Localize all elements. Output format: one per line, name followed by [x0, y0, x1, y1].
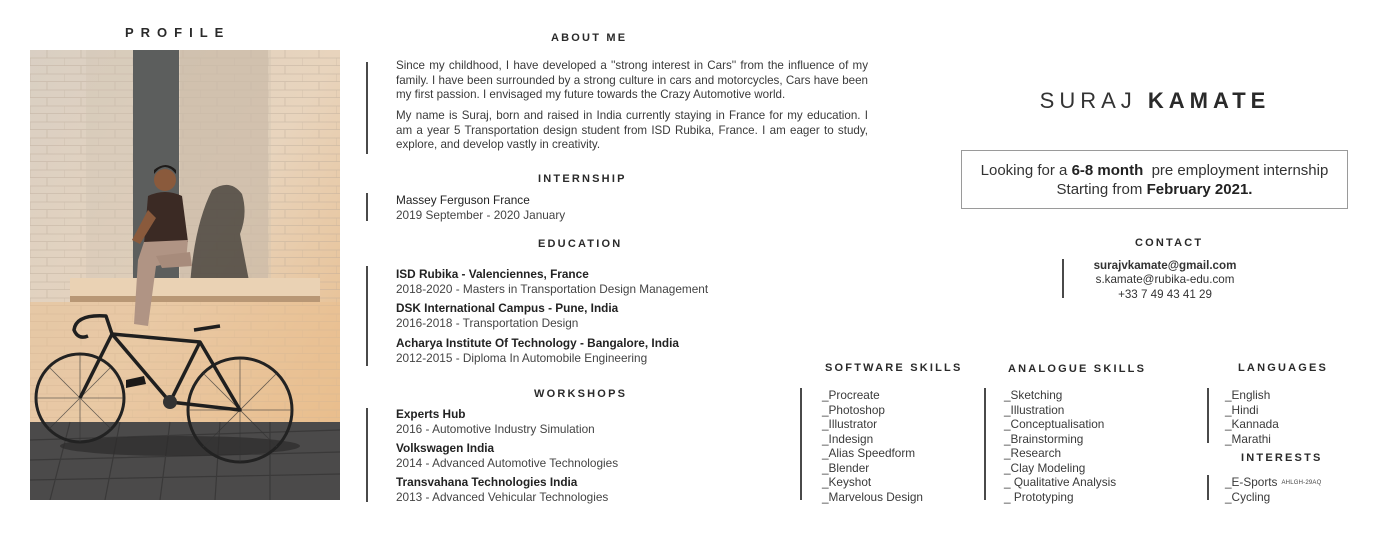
languages-list: [1225, 388, 1279, 446]
list-item: _Alias Speedform: [822, 446, 916, 460]
email-primary[interactable]: surajvkamate@gmail.com: [1093, 259, 1237, 272]
analogue-skills-heading: ANALOGUE SKILLS: [1008, 363, 1147, 375]
list-item: _Marathi: [1225, 431, 1271, 446]
entry-subtitle: 2016-2018 - Transportation Design: [396, 315, 579, 330]
list-item: _Kannada: [1225, 417, 1279, 431]
list-item: _Illustration: [1004, 402, 1065, 417]
education-entry: [396, 301, 618, 330]
list-item: _Sketching: [1004, 388, 1063, 402]
list-item: _Research: [1004, 446, 1062, 460]
education-divider: [366, 266, 368, 366]
internship-heading: INTERNSHIP: [538, 173, 627, 185]
about-paragraph-2: My name is Suraj, born and raised in India currently staying in France for my education. I am a year 5 Transportation design student from ISD Rubika, France. I am eager to study, explore, and develop vastly in creativity.: [396, 109, 868, 152]
workshop-entry: [396, 475, 608, 504]
first-name: SURAJ: [1039, 88, 1137, 113]
analogue-divider: [984, 388, 986, 500]
list-item: _Hindi: [1225, 402, 1259, 417]
request-duration: 6-8 month: [1071, 162, 1144, 179]
software-skills-heading: SOFTWARE SKILLS: [825, 362, 963, 374]
list-item: _Keyshot: [822, 475, 872, 489]
software-skills-list: [822, 388, 923, 504]
entry-subtitle: 2013 - Advanced Vehicular Technologies: [396, 489, 609, 504]
profile-heading: PROFILE: [125, 25, 231, 40]
entry-subtitle: 2012-2015 - Diploma In Automobile Engineering: [396, 350, 648, 365]
list-item: _Brainstorming: [1004, 431, 1084, 446]
internship-request-box: [961, 150, 1348, 209]
about-heading: ABOUT ME: [551, 32, 628, 44]
interests-heading: INTERESTS: [1241, 452, 1323, 464]
internship-entry: [396, 193, 565, 222]
request-prefix: Looking for a: [980, 162, 1072, 179]
about-divider: [366, 62, 368, 154]
phone-number: +33 7 49 43 41 29: [1118, 288, 1212, 301]
interests-list: [1225, 475, 1321, 504]
email-secondary[interactable]: s.kamate@rubika-edu.com: [1095, 273, 1235, 286]
request-line-2: [962, 180, 1347, 199]
education-heading: EDUCATION: [538, 238, 623, 250]
list-item: _Procreate: [822, 388, 880, 402]
analogue-skills-list: [1004, 388, 1116, 504]
languages-divider: [1207, 388, 1209, 443]
workshops-divider: [366, 408, 368, 502]
internship-divider: [366, 193, 368, 221]
list-item: _Blender: [822, 460, 870, 475]
reference-code: AHLGH-29AQ: [1281, 479, 1322, 486]
entry-title: Volkswagen India: [396, 441, 495, 455]
entry-subtitle: 2018-2020 - Masters in Transportation Design Management: [396, 281, 709, 296]
software-divider: [800, 388, 802, 500]
request-line-1: [962, 161, 1347, 180]
about-paragraph-1: Since my childhood, I have developed a ''strong interest in Cars'' from the influence of my family. I have been surrounded by a strong culture in cars and motorcycles, Cars have been my first passion. I envisaged my future towards the Crazy Automotive world.: [396, 59, 868, 102]
interest-label: _E-Sports: [1225, 475, 1278, 489]
list-item: _Photoshop: [822, 402, 885, 417]
entry-title: Transvahana Technologies India: [396, 475, 578, 489]
workshop-entry: [396, 441, 618, 470]
list-item: [1225, 475, 1321, 490]
entry-title: Massey Ferguson France: [396, 193, 530, 207]
last-name: KAMATE: [1147, 88, 1271, 113]
list-item: _Clay Modeling: [1004, 460, 1086, 475]
entry-subtitle: 2016 - Automotive Industry Simulation: [396, 421, 595, 436]
list-item: _Conceptualisation: [1004, 417, 1105, 431]
contact-divider: [1062, 259, 1064, 298]
entry-subtitle: 2019 September - 2020 January: [396, 207, 566, 222]
list-item: _Indesign: [822, 431, 874, 446]
workshops-heading: WORKSHOPS: [534, 388, 628, 400]
list-item: _Illustrator: [822, 417, 878, 431]
contact-heading: CONTACT: [1135, 237, 1204, 249]
entry-title: Experts Hub: [396, 407, 466, 421]
workshop-entry: [396, 407, 595, 436]
entry-title: ISD Rubika - Valenciennes, France: [396, 267, 589, 281]
entry-subtitle: 2014 - Advanced Automotive Technologies: [396, 455, 619, 470]
profile-photo: [30, 50, 340, 500]
interests-divider: [1207, 475, 1209, 500]
entry-title: Acharya Institute Of Technology - Bangalore, India: [396, 336, 679, 350]
person-name: [960, 88, 1350, 114]
languages-heading: LANGUAGES: [1238, 362, 1329, 374]
request-start-prefix: Starting from: [1056, 181, 1147, 198]
request-start-date: February 2021.: [1146, 181, 1253, 198]
entry-title: DSK International Campus - Pune, India: [396, 301, 619, 315]
education-entry: [396, 336, 679, 365]
list-item: _Cycling: [1225, 489, 1271, 504]
list-item: _ Qualitative Analysis: [1004, 475, 1117, 489]
education-entry: [396, 267, 708, 296]
request-suffix: pre employment internship: [1143, 162, 1329, 179]
list-item: _English: [1225, 388, 1271, 402]
list-item: _Marvelous Design: [822, 489, 923, 504]
list-item: _ Prototyping: [1004, 489, 1074, 504]
